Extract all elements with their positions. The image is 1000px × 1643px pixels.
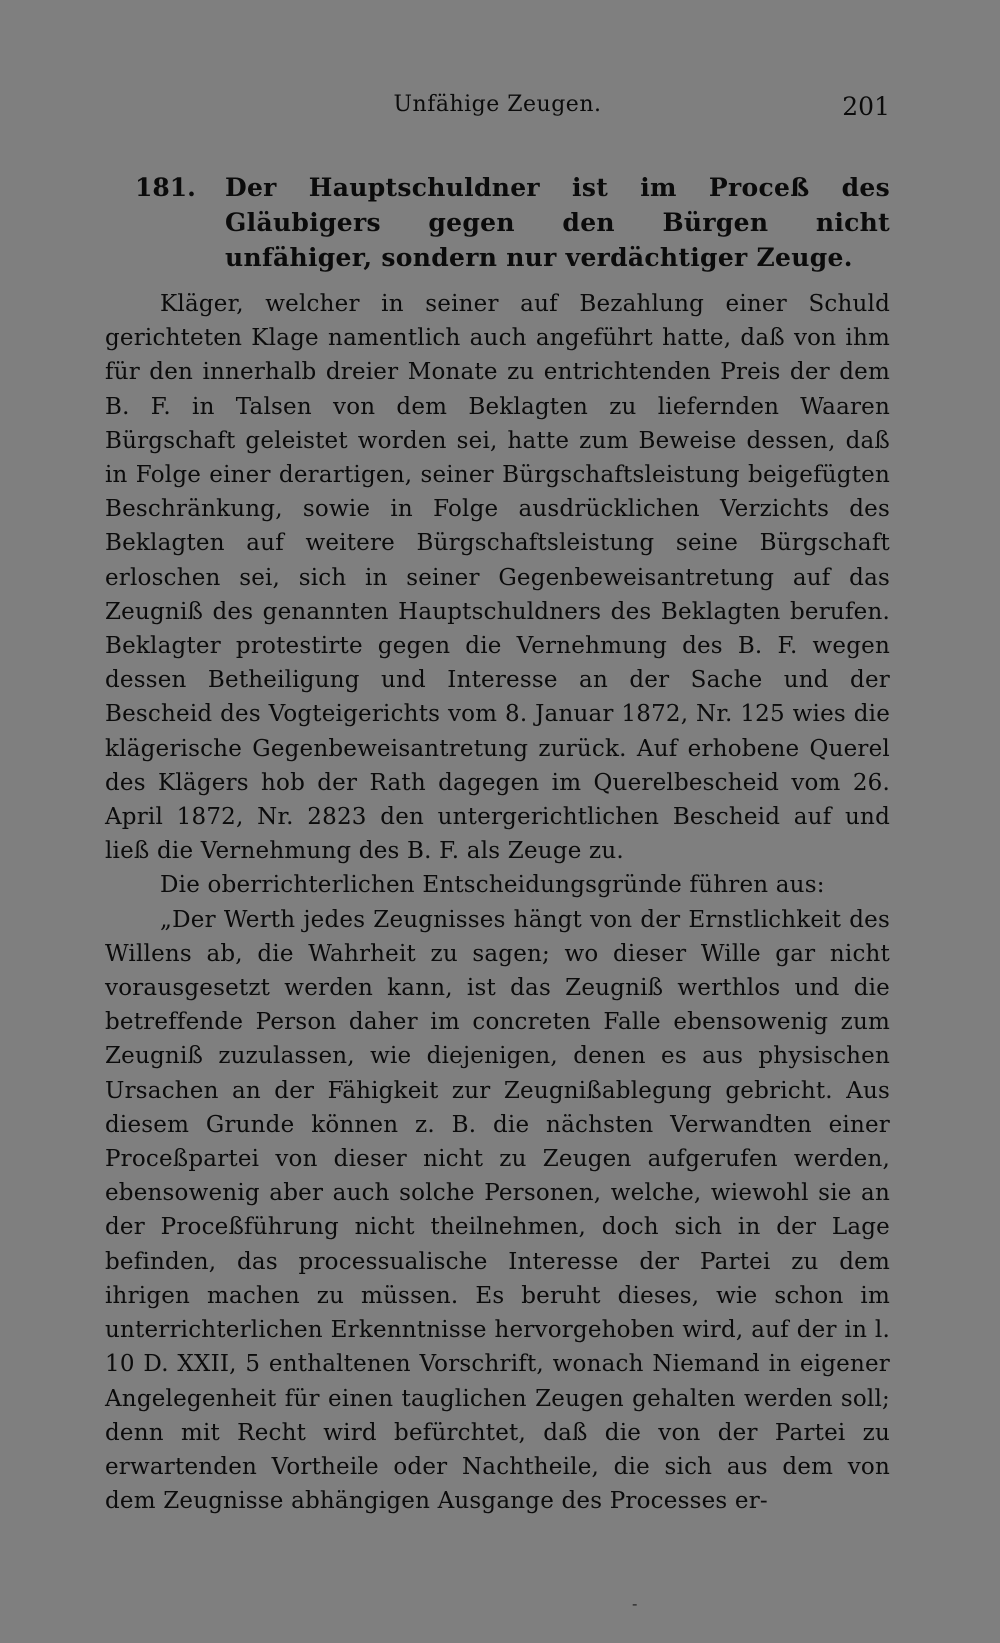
page-number: 201 bbox=[842, 92, 890, 121]
section-number: 181. bbox=[135, 173, 196, 202]
paragraph-reasons-intro: Die oberrichterlichen Entscheidungsgründe führen aus: bbox=[160, 872, 825, 899]
paragraph-case-facts: Kläger, welcher in seiner auf Bezahlung einer Schuld gerichteten Klage namentlich auch angeführt hatte, daß von ihm für den innerhalb dreier Monate zu entrichtenden Preis der dem B. F. in Talsen von dem Beklagten zu liefernden Waaren Bürgschaft geleistet worden sei, hatte zum Beweise dessen, daß in Folge einer derartigen, seiner Bürgschaftsleistung beigefügten Beschränkung, sowie in Folge ausdrücklichen Verzichts des Beklagten auf weitere Bürgschaftsleistung seine Bürgschaft erloschen sei, sich in seiner Gegenbeweisantretung auf das Zeugniß des genannten Hauptschuldners des Beklagten berufen. Beklagter protestirte gegen die Vernehmung des B. F. wegen dessen Betheiligung und Interesse an der Sache und der Bescheid des Vogteigerichts vom 8. Januar 1872, Nr. 125 wies die klägerische Gegenbeweisantretung zurück. Auf erhobene Querel des Klägers hob der Rath dagegen im Querelbescheid vom 26. April 1872, Nr. 2823 den untergerichtlichen Bescheid auf und ließ die Vernehmung des B. F. als Zeuge zu. bbox=[105, 291, 890, 865]
body-text bbox=[105, 287, 890, 1518]
section-heading bbox=[105, 170, 890, 275]
paragraph-quotation: „Der Werth jedes Zeugnisses hängt von der Ernstlichkeit des Willens ab, die Wahrheit zu sagen; wo dieser Wille gar nicht vorausgesetzt werden kann, ist das Zeugniß werthlos und die betreffende Person daher im concreten Falle ebensowenig zum Zeugniß zuzulassen, wie diejenigen, denen es aus physischen Ursachen an der Fähigkeit zur Zeugnißablegung gebricht. Aus diesem Grunde können z. B. die nächsten Verwandten einer Proceßpartei von dieser nicht zu Zeugen aufgerufen werden, ebensowenig aber auch solche Personen, welche, wiewohl sie an der Proceßführung nicht theilnehmen, doch sich in der Lage befinden, das processualische Interesse der Partei zu dem ihrigen machen zu müssen. Es beruht dieses, wie schon im unterrichterlichen Erkenntnisse hervorgehoben wird, auf der in l. 10 D. XXII, 5 enthaltenen Vorschrift, wonach Niemand in eigener Angelegenheit für einen tauglichen Zeugen gehalten werden soll; denn mit Recht wird befürchtet, daß die von der Partei zu erwartenden Vortheile oder Nachtheile, die sich aus dem von dem Zeugnisse abhängigen Ausgange des Processes er- bbox=[105, 906, 890, 1515]
running-title: Unfähige Zeugen. bbox=[393, 92, 602, 117]
section-181 bbox=[105, 170, 890, 1518]
section-title: Der Hauptschuldner ist im Proceß des Gläubigers gegen den Bürgen nicht unfähiger, sondern nur verdächtiger Zeuge. bbox=[225, 173, 890, 272]
footer-mark: - bbox=[632, 1594, 638, 1613]
running-head bbox=[105, 92, 890, 128]
